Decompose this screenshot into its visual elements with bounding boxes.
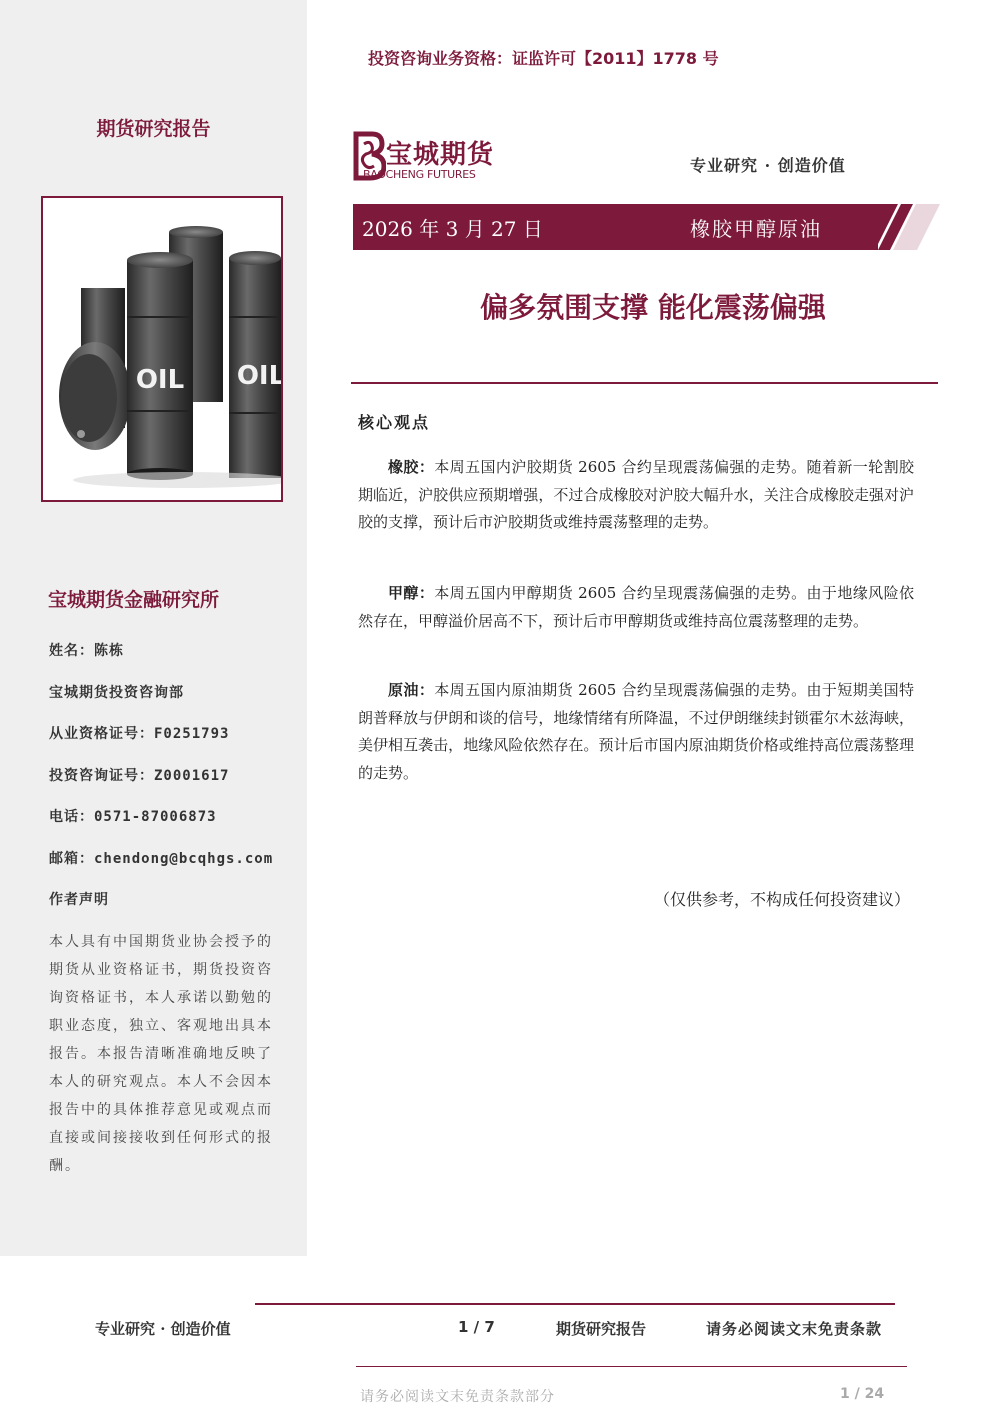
qualification-line: 投资咨询业务资格：证监许可【2011】1778 号 <box>368 49 719 68</box>
footer-slogan: 专业研究 · 创造价值 <box>95 1320 231 1338</box>
report-date: 2026 年 3 月 27 日 <box>362 217 543 241</box>
author-email: 邮箱：chendong@bcqhgs.com <box>49 851 274 867</box>
title-divider <box>351 382 938 384</box>
author-statement: 本人具有中国期货业协会授予的期货从业资格证书，期货投资咨询资格证书，本人承诺以勤勉的职业态度，独立、客观地出具本报告。本报告清晰准确地反映了本人的研究观点。本人不会因本报告中的具体推荐意见或观点而直接或间接接收到任何形式的报酬。 <box>49 934 273 1174</box>
outer-footer-divider <box>356 1366 907 1367</box>
paragraph-label: 橡胶： <box>388 458 435 476</box>
paragraph-text: 本周五国内原油期货 2605 合约呈现震荡偏强的走势。由于短期美国特朗普释放与伊朗和谈的信号，地缘情绪有所降温，不过伊朗继续封锁霍尔木兹海峡，美伊相互袭击，地缘风险依然存在。预计后市国内原油期货价格或维持高位震荡整理的走势。 <box>358 681 914 782</box>
barrel-label-right: OIL <box>236 361 281 391</box>
author-name: 姓名：陈栋 <box>49 643 124 659</box>
paragraph-label: 原油： <box>388 681 435 699</box>
paragraph-text: 本周五国内沪胶期货 2605 合约呈现震荡偏强的走势。随着新一轮割胶期临近，沪胶供应预期增强，不过合成橡胶对沪胶大幅升水，关注合成橡胶走强对沪胶的支撑，预计后市沪胶期货或维持震荡整理的走势。 <box>358 458 914 531</box>
report-title: 偏多氛围支撑 能化震荡偏强 <box>480 291 826 324</box>
paragraph-text: 本周五国内甲醇期货 2605 合约呈现震荡偏强的走势。由于地缘风险依然存在，甲醇溢价居高不下，预计后市甲醇期货或维持高位震荡整理的走势。 <box>358 584 914 630</box>
report-category: 橡胶甲醇原油 <box>690 217 822 241</box>
logo-chinese-name: 宝城期货 <box>386 140 495 170</box>
footer-disclaimer-link: 请务必阅读文末免责条款 <box>706 1320 883 1338</box>
barrel-label-left: OIL <box>135 365 185 395</box>
sidebar-report-type: 期货研究报告 <box>96 118 211 140</box>
footer-page-number: 1 / 7 <box>458 1318 495 1336</box>
outer-footer-page-number: 1 / 24 <box>840 1386 885 1402</box>
logo-english-name: BAOCHENG FUTURES <box>363 168 476 181</box>
paragraph-label: 甲醇： <box>388 584 435 602</box>
oil-barrels-photo <box>41 196 283 502</box>
author-license: 从业资格证号：F0251793 <box>49 726 230 742</box>
oil-barrels-illustration <box>43 198 281 500</box>
author-statement-title: 作者声明 <box>49 892 109 908</box>
paragraph-crude-oil <box>358 677 914 787</box>
footer-divider <box>255 1303 895 1305</box>
footer-report-type: 期货研究报告 <box>556 1320 647 1338</box>
author-phone: 电话：0571-87006873 <box>49 809 217 825</box>
outer-footer-disclaimer: 请务必阅读文末免责条款部分 <box>360 1389 555 1405</box>
sidebar-institute: 宝城期货金融研究所 <box>48 589 220 611</box>
header-slogan: 专业研究 · 创造价值 <box>690 156 846 175</box>
author-advisory-license: 投资咨询证号：Z0001617 <box>49 768 230 784</box>
section-heading: 核心观点 <box>358 413 431 432</box>
paragraph-rubber <box>358 454 914 537</box>
paragraph-methanol <box>358 580 914 635</box>
disclaimer-note: （仅供参考，不构成任何投资建议） <box>653 890 910 909</box>
author-department: 宝城期货投资咨询部 <box>49 685 184 701</box>
